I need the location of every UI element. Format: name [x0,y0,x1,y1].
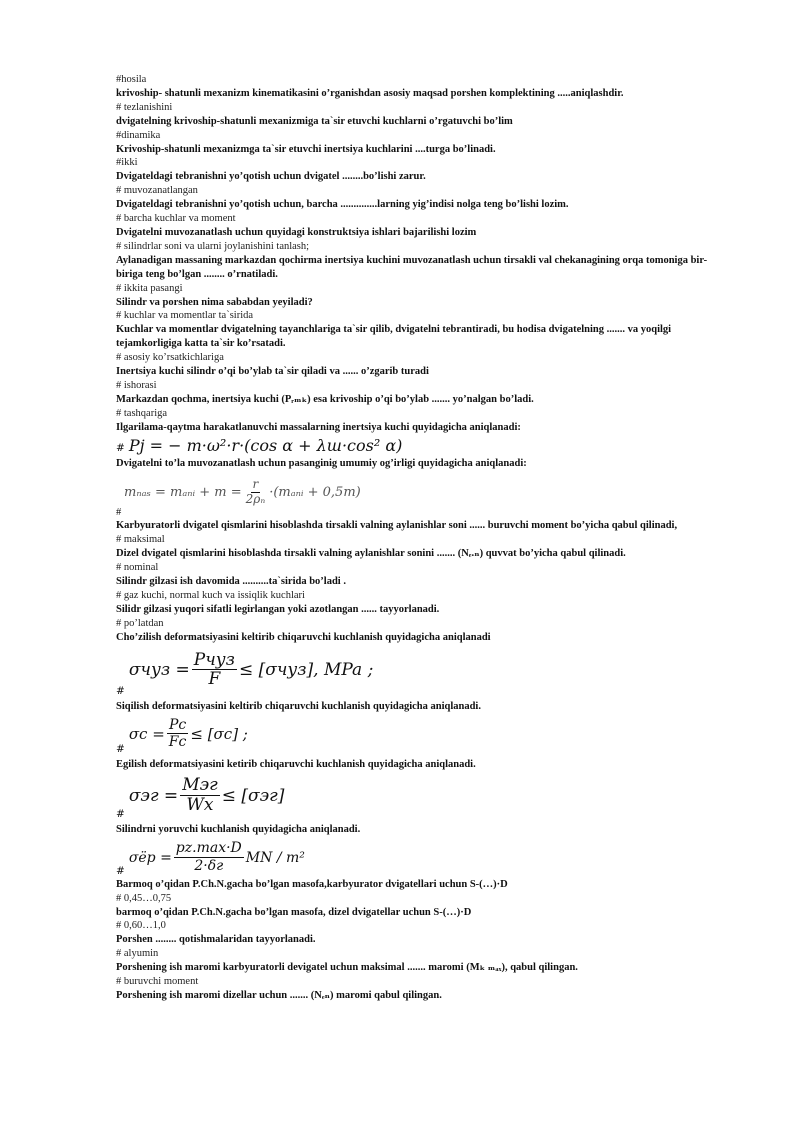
question-text: Dvigateldagi tebranishni yo’qotish uchun dvigatel ........bo’lishi zarur. [116,171,426,183]
formula-denominator: 2·δг [194,857,224,874]
question-text: Ilgarilama-qaytma harakatlanuvchi massalarning inertsiya kuchi quyidagicha aniqlanadi: [116,421,521,433]
formula-inertia-force [116,437,726,455]
question-text: barmoq o’qidan P.Ch.N.gacha bo’lgan masofa, dizel dvigatellar uchun S-(…)·D [116,906,472,918]
formula-marker: # [116,441,125,454]
answer-text: # 0,60…1,0 [116,920,166,932]
answer-text: # ishorasi [116,379,157,391]
formula-lhs: σёр = [128,849,172,866]
formula-marker: # [116,864,125,877]
question-text: Inertsiya kuchi silindr o’qi bo’ylab ta`sir qiladi va ...... o’zgarib turadi [116,366,429,378]
answer-text: # buruvchi moment [116,976,199,988]
formula-marker: # [116,808,125,821]
question-text: Siqilish deformatsiyasini keltirib chiqaruvchi kuchlanish quyidagicha aniqlanadi. [116,700,481,712]
question-text: Silindrni yoruvchi kuchlanish quyidagicha aniqlanadi. [116,824,361,836]
formula-denominator: Fc [168,734,187,751]
question-text: Barmoq o’qidan P.Ch.N.gacha bo’lgan masofa,karbyurator dvigatellari uchun S-(…)·D [116,878,508,890]
formula-numerator: r [252,477,259,492]
formula-marker: # [116,507,122,519]
formula-marker: # [116,743,125,756]
formula-rhs: ≤ [σc] ; [190,724,248,743]
qa-block-3 [116,878,726,1003]
answer-text: # silindrlar soni va ularni joylanishini tanlash; [116,240,310,252]
formula-denominator: F [208,669,221,690]
question-text: Silindr gilzasi ish davomida ..........ta`sirida bo’ladi . [116,576,346,588]
question-text: Egilish deformatsiyasini ketirib chiqaruvchi kuchlanish quyidagicha aniqlanadi. [116,759,476,771]
question-text: Silindr va porshen nima sababdan yeyiladi? [116,296,313,308]
question-text: krivoship- shatunli mexanizm kinematikasini o’rganishdan asosiy maqsad porshen komplektining .....aniqlashdir. [116,87,624,99]
answer-text: # maksimal [116,534,165,546]
formula-rhs: ≤ [σэг] [221,785,285,806]
question-text: Silidr gilzasi yuqori sifatli legirlangan yoki azotlangan ...... tayyorlanadi. [116,603,440,615]
question-text: Porshening ish maromi dizellar uchun ....... (Nₑₙ) maromi qabul qilingan. [116,990,442,1002]
answer-text: # barcha kuchlar va moment [116,213,236,225]
question-text: Karbyuratorli dvigatel qismlarini hisoblashda tirsakli valning aylanishlar soni ...... buruvchi moment bo’yicha qabul qilinadi, [116,520,678,532]
formula-marker: # [116,684,125,697]
question-text: Dizel dvigatel qismlarini hisoblashda tirsakli valning aylanishlar sonini ....... (Nₑ.ₙ) quvvat bo’yicha qabul qilinadi. [116,548,626,560]
formula-tension-stress [116,651,726,698]
question-text: dvigatelning krivoship-shatunli mexanizmiga ta`sir etuvchi kuchlarni o’rgatuvchi bo’lim [116,115,513,127]
formula-lhs: σc = [128,724,165,743]
question-text: Aylanadigan massaning markazdan qochirma inertsiya kuchini muvozanatlash uchun tirsakli val chekanagining orqa tomoniga bir-biriga teng bo’lgan ........ o’rnatiladi. [116,254,708,280]
formula-lhs: σэг = [128,785,179,806]
answer-text: # alyumin [116,948,159,960]
answer-text: #ikki [116,157,138,169]
formula-expression: Pj = − m·ω²·r·(cos α + λш·cos² α) [128,435,403,455]
question-text: Porshen ........ qotishmalaridan tayyorlanadi. [116,934,316,946]
question-text: Porshening ish maromi karbyuratorli devigatel uchun maksimal ....... maromi (Mₖ ₘₐₓ), qabul qilingan. [116,962,578,974]
formula-tail: ·(mₐₙᵢ + 0,5m) [269,484,361,500]
formula-numerator: pz.max·D [175,840,242,857]
formula-lhs: σчуз = [128,660,190,681]
formula-numerator: Pчуз [193,649,235,670]
qa-block-2 [116,519,726,644]
answer-text: # muvozanatlangan [116,185,198,197]
document-page [116,73,726,1003]
question-text: Dvigatelni muvozanatlash uchun quyidagi konstruktsiya ishlari bajarilishi lozim [116,226,477,238]
formula-rhs: MN / m² [245,849,305,866]
answer-text: # asosiy ko’rsatkichlariga [116,352,224,364]
formula-numerator: Мэг [182,775,218,796]
answer-text: # gaz kuchi, normal kuch va issiqlik kuchlari [116,589,305,601]
answer-text: # tashqariga [116,407,168,419]
formula-counterweight [116,478,726,519]
question-text: Cho’zilish deformatsiyasini keltirib chiqaruvchi kuchlanish quyidagicha aniqlanadi [116,631,491,643]
answer-text: # tezlanishini [116,101,173,113]
formula-bending-stress [116,776,726,821]
answer-text: # po’latdan [116,617,164,629]
formula-compression-stress [116,718,726,756]
formula-rhs: ≤ [σчуз], MPa ; [238,660,374,681]
answer-text: # 0,45…0,75 [116,892,172,904]
answer-text: #hosila [116,74,147,85]
question-text: Dvigatelni to’la muvozanatlash uchun pasanginig umumiy og’irligi quyidagicha aniqlanadi: [116,457,527,469]
answer-text: # nominal [116,562,159,574]
question-text: Krivoship-shatunli mexanizmga ta`sir etuvchi inertsiya kuchlarini ....turga bo’linadi. [116,143,496,155]
formula-numerator: Pc [168,716,187,733]
answer-text: # ikkita pasangi [116,282,183,294]
question-text: Kuchlar va momentlar dvigatelning tayanchlariga ta`sir qilib, dvigatelni tebrantiradi, bu hodisa dvigatelning ....... va yoqilgi tejamkorligiga katta ta`sir ko’rsatadi. [116,324,672,350]
answer-text: #dinamika [116,129,161,141]
formula-bursting-stress [116,841,726,877]
formula-lhs: mₙₐₛ = mₐₙᵢ + m = [124,484,242,500]
question-text: Dvigateldagi tebranishni yo’qotish uchun, barcha ..............larning yig’indisi nolga teng bo’lishi lozim. [116,199,569,211]
question-text: Markazdan qochma, inertsiya kuchi (Pᵣₘₖ) esa krivoship o’qi bo’ylab ....... yo’nalgan bo’ladi. [116,393,534,405]
answer-text: # kuchlar va momentlar ta`sirida [116,310,254,322]
formula-denominator: Wx [186,794,214,815]
formula-denominator: 2ρₙ [245,491,266,506]
qa-block-1 [116,73,726,435]
